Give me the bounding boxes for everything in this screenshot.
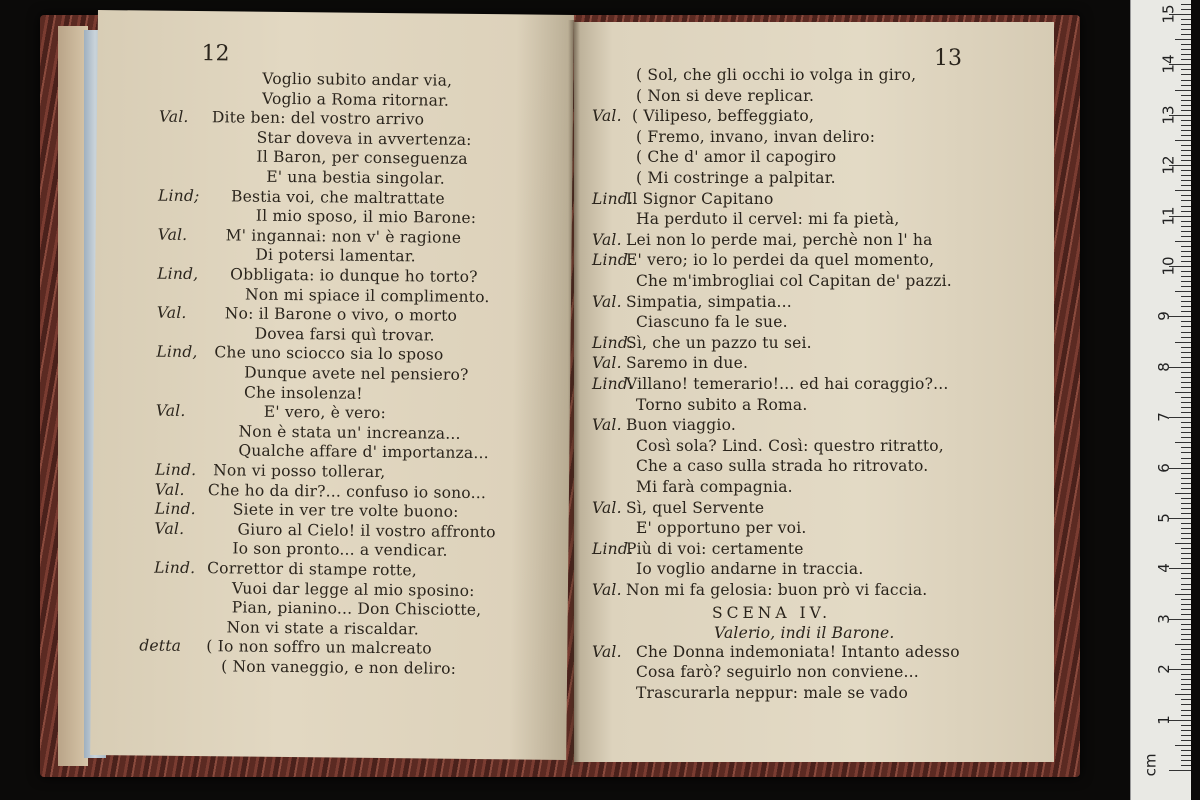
speaker-label: Val. (592, 581, 622, 599)
verse-line: Correttor di stampe rotte, (207, 559, 418, 580)
speaker-label: Val. (592, 642, 622, 661)
speaker-label: Val. (592, 354, 622, 373)
ruler-tick (1181, 523, 1191, 524)
ruler-tick (1181, 654, 1191, 655)
verse-line: Che m'imbrogliai col Capitan de' pazzi. (636, 272, 952, 290)
ruler-tick (1175, 39, 1191, 40)
ruler-tick (1181, 437, 1191, 438)
ruler-tick (1181, 463, 1191, 464)
ruler-tick (1181, 276, 1191, 277)
ruler-tick (1175, 694, 1191, 695)
ruler-label: 12 (1159, 155, 1178, 175)
verse-line: Bestia voi, che maltrattate (230, 186, 445, 208)
verse-line: Sì, che un pazzo tu sei. (626, 333, 812, 352)
scene-heading: SCENA IV. (712, 603, 832, 622)
verse-line: ( Io non soffro un malcreato (206, 637, 432, 658)
ruler-tick (1181, 271, 1191, 272)
ruler-tick (1181, 281, 1191, 282)
ruler-label: 7 (1154, 412, 1173, 422)
ruler-tick (1181, 125, 1191, 126)
page-number: 13 (934, 46, 962, 71)
ruler-tick (1181, 236, 1191, 237)
ruler-tick (1181, 508, 1191, 509)
ruler-label: 8 (1154, 362, 1173, 372)
ruler-tick (1175, 291, 1191, 292)
ruler-tick (1181, 372, 1191, 373)
ruler-tick (1175, 745, 1191, 746)
verse-line: Ciascuno fa le sue. (636, 313, 788, 332)
ruler-label: 4 (1154, 563, 1173, 574)
ruler-tick (1181, 231, 1191, 232)
ruler-tick (1181, 110, 1191, 111)
ruler-tick (1181, 664, 1191, 665)
ruler-tick (1181, 54, 1191, 55)
speaker-label: detta (139, 636, 182, 656)
verse-line: Qualche affare d' importanza... (238, 441, 489, 463)
verse-line: Lei non lo perde mai, perchè non l' ha (626, 230, 933, 249)
ruler-tick (1181, 679, 1191, 680)
ruler-tick (1181, 573, 1191, 574)
verse-line: Ha perduto il cervel: mi fa pietà, (636, 210, 900, 229)
ruler-tick (1181, 321, 1191, 322)
ruler-tick (1181, 326, 1191, 327)
ruler-tick (1181, 483, 1191, 484)
ruler-tick (1181, 473, 1191, 474)
ruler-tick (1181, 221, 1191, 222)
speaker-label: Val. (592, 107, 622, 126)
verse-line: Non mi fa gelosia: buon prò vi faccia. (626, 581, 928, 599)
verse-line: ( Fremo, invano, invan deliro: (636, 127, 876, 146)
ruler-tick (1181, 180, 1191, 181)
ruler-tick (1181, 634, 1191, 635)
ruler-tick (1181, 170, 1191, 171)
ruler-tick (1181, 478, 1191, 479)
verse-line: Obbligata: io dunque ho torto? (230, 265, 478, 286)
verse-line: Il mio sposo, il mio Barone: (255, 206, 477, 228)
ruler-tick (1181, 684, 1191, 685)
ruler-tick (1181, 432, 1191, 433)
ruler-tick (1181, 397, 1191, 398)
speaker-label: Val. (156, 303, 187, 323)
ruler-tick (1181, 150, 1191, 151)
ruler-label: 6 (1154, 462, 1173, 473)
speaker-label: Val. (592, 498, 622, 517)
ruler-tick (1175, 140, 1191, 141)
left-page (90, 10, 574, 760)
ruler-tick (1181, 357, 1191, 358)
speaker-label: Lind. (592, 189, 634, 208)
ruler-tick (1169, 770, 1191, 771)
verse-line: Dite ben: del vostro arrivo (211, 108, 425, 129)
ruler-tick (1181, 498, 1191, 499)
speaker-label: Lind. (592, 333, 634, 352)
ruler-label: 5 (1154, 513, 1173, 523)
ruler-tick (1181, 332, 1191, 333)
ruler-tick (1181, 246, 1191, 247)
ruler-tick (1181, 226, 1191, 227)
verse-line: ( Sol, che gli occhi io volga in giro, (636, 66, 917, 84)
verse-line: E' vero; io lo perdei da quel momento, (626, 251, 935, 270)
ruler-label: 2 (1154, 664, 1173, 674)
speaker-label: Lind. (592, 251, 634, 270)
verse-line: Cosa farò? seguirlo non conviene... (636, 663, 919, 682)
verse-line: No: il Barone o vivo, o morto (224, 304, 458, 325)
speaker-label: Val. (158, 107, 189, 127)
verse-line: ( Non si deve replicar. (636, 86, 815, 105)
ruler-unit: cm (1141, 753, 1160, 777)
ruler-tick (1181, 458, 1191, 459)
ruler-tick (1181, 402, 1191, 403)
ruler-tick (1181, 412, 1191, 413)
ruler-tick (1181, 100, 1191, 101)
ruler-tick (1181, 261, 1191, 262)
verse-line: E' vero, è vero: (263, 402, 387, 423)
ruler-tick (1181, 296, 1191, 297)
verse-line: Simpatia, simpatia... (626, 292, 792, 311)
ruler-tick (1181, 347, 1191, 348)
ruler-tick (1181, 755, 1191, 756)
ruler-tick (1181, 735, 1191, 736)
page-number: 12 (201, 41, 230, 67)
ruler-tick (1181, 286, 1191, 287)
speaker-label: Lind; (157, 186, 200, 205)
ruler-tick (1181, 533, 1191, 534)
speaker-label: Lind. (592, 539, 634, 558)
verse-line: Che uno sciocco sia lo sposo (214, 343, 444, 365)
ruler-tick (1181, 337, 1191, 338)
verse-line: Più di voi: certamente (626, 539, 804, 558)
ruler-tick (1181, 155, 1191, 156)
speaker-label: Lind. (154, 499, 196, 519)
ruler-tick (1181, 710, 1191, 711)
ruler-tick (1181, 730, 1191, 731)
ruler-tick (1175, 392, 1191, 393)
verse-line: Non è stata un' increanza... (238, 422, 461, 443)
verse-line: Che insolenza! (243, 383, 363, 403)
verse-line: Così sola? Lind. Così: questro ritratto, (636, 436, 944, 455)
ruler-tick (1175, 342, 1191, 343)
ruler-tick (1181, 95, 1191, 96)
ruler-tick (1181, 19, 1191, 20)
ruler-tick (1181, 538, 1191, 539)
ruler-tick (1181, 629, 1191, 630)
verse-line: Che a caso sulla strada ho ritrovato. (636, 457, 929, 476)
verse-line: Io voglio andarne in traccia. (636, 560, 864, 579)
ruler-tick (1181, 447, 1191, 448)
verse-line: Non mi spiace il complimento. (244, 285, 490, 306)
ruler-tick (1181, 9, 1191, 10)
ruler-tick (1181, 760, 1191, 761)
ruler-tick (1181, 659, 1191, 660)
ruler-tick (1181, 211, 1191, 212)
ruler-tick (1181, 599, 1191, 600)
ruler-tick (1181, 206, 1191, 207)
verse-line: Il Baron, per conseguenza (256, 148, 468, 169)
speaker-label: Val. (592, 416, 622, 435)
speaker-label: Val. (155, 401, 186, 421)
ruler-tick (1181, 362, 1191, 363)
ruler-tick (1181, 488, 1191, 489)
ruler-tick (1181, 74, 1191, 75)
ruler-tick (1181, 130, 1191, 131)
speaker-label: Val. (592, 230, 622, 249)
ruler-tick (1181, 105, 1191, 106)
ruler-label: 1 (1154, 714, 1173, 725)
verse-line: Non vi state a riscaldar. (226, 618, 420, 639)
speaker-label: Lind, (157, 264, 199, 284)
speaker-label: Lind. (592, 375, 634, 393)
scene-subtitle: Valerio, indi il Barone. (714, 624, 895, 643)
ruler-tick (1181, 528, 1191, 529)
ruler-tick (1181, 85, 1191, 86)
measuring-ruler (1130, 0, 1191, 800)
speaker-label: Lind, (156, 343, 198, 362)
verse-line: E' una bestia singolar. (266, 167, 445, 188)
ruler-tick (1181, 614, 1191, 615)
speaker-label: Lind. (154, 558, 196, 578)
ruler-tick (1181, 24, 1191, 25)
ruler-tick (1181, 725, 1191, 726)
ruler-tick (1175, 594, 1191, 595)
ruler-tick (1181, 301, 1191, 302)
ruler-tick (1181, 513, 1191, 514)
ruler-tick (1181, 604, 1191, 605)
ruler-tick (1181, 377, 1191, 378)
verse-line: Siete in ver tre volte buono: (232, 500, 459, 521)
ruler-tick (1181, 452, 1191, 453)
ruler-label: 3 (1154, 614, 1173, 624)
ruler-tick (1181, 765, 1191, 766)
verse-line: Voglio subito andar via, (262, 69, 453, 90)
ruler-tick (1181, 699, 1191, 700)
verse-line: Trascurarla neppur: male se vado (636, 684, 909, 702)
ruler-tick (1175, 190, 1191, 191)
verse-line: Villano! temerario!... ed hai coraggio?... (626, 375, 949, 393)
ruler-label: 14 (1159, 54, 1178, 74)
ruler-tick (1181, 740, 1191, 741)
verse-line: E' opportuno per voi. (636, 519, 807, 538)
ruler-tick (1181, 251, 1191, 252)
ruler-tick (1181, 256, 1191, 257)
ruler-label: 9 (1154, 311, 1173, 322)
verse-line: ( Vilipeso, beffeggiato, (632, 107, 815, 126)
ruler-tick (1181, 584, 1191, 585)
ruler-tick (1181, 715, 1191, 716)
verse-line: Di potersi lamentar. (255, 246, 416, 266)
ruler-tick (1181, 407, 1191, 408)
ruler-tick (1181, 59, 1191, 60)
ruler-tick (1181, 135, 1191, 136)
ruler-label: 15 (1159, 4, 1178, 24)
ruler-tick (1175, 493, 1191, 494)
ruler-tick (1181, 427, 1191, 428)
speaker-label: Val. (154, 480, 185, 499)
ruler-tick (1181, 674, 1191, 675)
ruler-tick (1181, 387, 1191, 388)
speaker-label: Lind. (155, 460, 197, 480)
ruler-tick (1181, 649, 1191, 650)
ruler-tick (1181, 422, 1191, 423)
verse-line: ( Che d' amor il capogiro (636, 148, 837, 167)
ruler-tick (1181, 69, 1191, 70)
verse-line: Star doveva in avvertenza: (256, 128, 472, 149)
ruler-tick (1181, 382, 1191, 383)
ruler-label: 10 (1159, 256, 1178, 276)
ruler-label: 13 (1159, 105, 1178, 125)
ruler-tick (1181, 503, 1191, 504)
ruler-tick (1181, 160, 1191, 161)
speaker-label: Val. (154, 519, 185, 538)
speaker-label: Val. (157, 225, 188, 244)
verse-line: Voglio a Roma ritornar. (261, 89, 450, 110)
ruler-tick (1181, 195, 1191, 196)
ruler-tick (1181, 34, 1191, 35)
verse-line: Il Signor Capitano (626, 189, 774, 208)
ruler-tick (1175, 644, 1191, 645)
ruler-tick (1181, 548, 1191, 549)
ruler-tick (1181, 624, 1191, 625)
ruler-label: 11 (1159, 206, 1178, 226)
ruler-tick (1181, 185, 1191, 186)
ruler-tick (1181, 29, 1191, 30)
ruler-tick (1181, 120, 1191, 121)
ruler-tick (1181, 689, 1191, 690)
verse-line: Vuoi dar legge al mio sposino: (231, 579, 475, 600)
ruler-tick (1181, 639, 1191, 640)
ruler-tick (1181, 4, 1191, 5)
verse-line: Che ho da dir?... confuso io sono... (207, 480, 487, 502)
ruler-tick (1181, 704, 1191, 705)
ruler-tick (1181, 44, 1191, 45)
ruler-tick (1181, 306, 1191, 307)
ruler-tick (1175, 543, 1191, 544)
ruler-tick (1181, 175, 1191, 176)
ruler-tick (1181, 200, 1191, 201)
ruler-tick (1181, 553, 1191, 554)
ruler-tick (1175, 90, 1191, 91)
ruler-tick (1181, 49, 1191, 50)
ruler-tick (1181, 352, 1191, 353)
ruler-tick (1181, 589, 1191, 590)
verse-line: Buon viaggio. (626, 416, 736, 435)
ruler-tick (1181, 563, 1191, 564)
verse-line: ( Mi costringe a palpitar. (636, 169, 836, 187)
verse-line: Giuro al Cielo! il vostro affronto (237, 520, 496, 541)
verse-line: M' ingannai: non v' è ragione (225, 226, 462, 247)
ruler-tick (1181, 609, 1191, 610)
verse-line: Pian, pianino... Don Chisciotte, (231, 598, 482, 620)
verse-line: Torno subito a Roma. (636, 395, 808, 414)
right-page (574, 22, 1054, 762)
verse-line: Sì, quel Servente (626, 498, 765, 517)
ruler-tick (1181, 145, 1191, 146)
ruler-tick (1181, 80, 1191, 81)
ruler-tick (1181, 750, 1191, 751)
ruler-tick (1181, 578, 1191, 579)
ruler-tick (1175, 442, 1191, 443)
speaker-label: Val. (592, 292, 622, 311)
verse-line: Non vi posso tollerar, (213, 461, 386, 482)
ruler-tick (1175, 241, 1191, 242)
verse-line: Io son pronto... a vendicar. (232, 539, 448, 561)
verse-line: Mi farà compagnia. (636, 478, 793, 496)
ruler-tick (1181, 558, 1191, 559)
verse-line: Saremo in due. (626, 354, 749, 373)
ruler-tick (1181, 311, 1191, 312)
verse-line: Dunque avete nel pensiero? (244, 363, 469, 384)
verse-line: Dovea farsi quì trovar. (254, 324, 435, 345)
book-gutter (568, 20, 580, 765)
verse-line: ( Non vaneggio, e non deliro: (221, 657, 457, 678)
verse-line: Che Donna indemoniata! Intanto adesso (636, 642, 960, 661)
